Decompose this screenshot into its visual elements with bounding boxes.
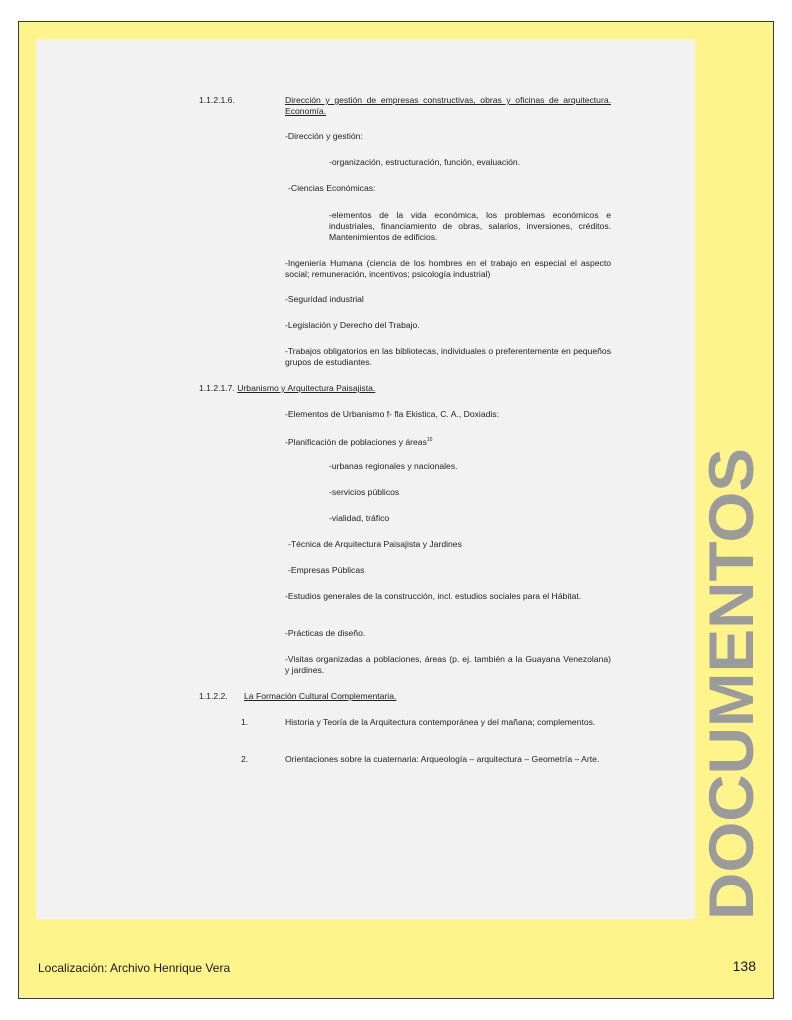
list-item: -Estudios generales de la construcción, incl. estudios sociales para el Hábitat. bbox=[285, 591, 582, 601]
list-item-text: -Planificación de poblaciones y áreas bbox=[285, 437, 427, 447]
list-item: -urbanas regionales y nacionales. bbox=[329, 461, 458, 471]
list-item: -Visitas organizadas a poblaciones, áreas (p. ej. también a la Guayana Venezolana) y jardines. bbox=[285, 654, 611, 675]
list-item: -Seguridad industrial bbox=[285, 294, 364, 304]
section-heading bbox=[199, 383, 375, 394]
section-number: 1.1.2.2. bbox=[199, 691, 228, 701]
section-title: La Formación Cultural Complementaria. bbox=[244, 691, 397, 701]
document-sheet bbox=[36, 39, 695, 919]
list-item: -Dirección y gestión: bbox=[285, 131, 363, 141]
list-item: -elementos de la vida económica, los problemas económicos e industriales, financiamiento de obras, salarios, inversiones, créditos. Mantenimientos de edificios. bbox=[329, 210, 611, 242]
list-item: -Legislación y Derecho del Trabajo. bbox=[285, 320, 420, 330]
list-item: -Elementos de Urbanismo f- fla Ekistica, C. A., Doxiadis: bbox=[285, 409, 499, 419]
list-item: -servicios públicos bbox=[329, 487, 400, 497]
list-item: -vialidad, tráfico bbox=[329, 513, 390, 523]
page-number: 138 bbox=[732, 958, 756, 974]
numbered-item-text: Historia y Teoría de la Arquitectura contemporánea y del mañana; complementos. bbox=[285, 717, 596, 727]
section-number: 1.1.2.1.7. bbox=[199, 383, 235, 393]
list-item-with-footnote bbox=[285, 435, 432, 448]
footer-location: Localización: Archivo Henrique Vera bbox=[38, 961, 231, 975]
footnote-ref: 10 bbox=[426, 437, 433, 443]
list-item: -Ciencias Económicas: bbox=[288, 183, 376, 193]
list-item: -Ingeniería Humana (ciencia de los hombres en el trabajo en especial el aspecto social; remuneración, incentivos; psicología industrial) bbox=[285, 258, 611, 279]
section-title: Dirección y gestión de empresas constructivas, obras y oficinas de arquitectura. Economía. bbox=[285, 95, 611, 116]
list-item: -Trabajos obligatorios en las bibliotecas, individuales o preferentemente en pequeños grupos de estudiantes. bbox=[285, 346, 611, 367]
numbered-item-number: 2. bbox=[241, 754, 249, 764]
sidebar-title bbox=[697, 448, 767, 920]
list-item: -Prácticas de diseño. bbox=[285, 628, 366, 638]
numbered-item-number: 1. bbox=[241, 717, 249, 727]
section-number: 1.1.2.1.6. bbox=[199, 95, 235, 105]
sidebar-title-graphic bbox=[697, 448, 767, 920]
list-item: -organización, estructuración, función, evaluación. bbox=[329, 157, 521, 167]
list-item: -Técnica de Arquitectura Paisajista y Jardines bbox=[288, 539, 462, 549]
numbered-item-text: Orientaciones sobre la cuaternaria: Arqueología – arquitectura – Geometría – Arte. bbox=[285, 754, 600, 764]
section-title: Urbanismo y Arquitectura Paisajista. bbox=[237, 383, 376, 393]
list-item: -Empresas Públicas bbox=[288, 565, 365, 575]
sidebar-title-text: DOCUMENTOS bbox=[697, 466, 767, 920]
